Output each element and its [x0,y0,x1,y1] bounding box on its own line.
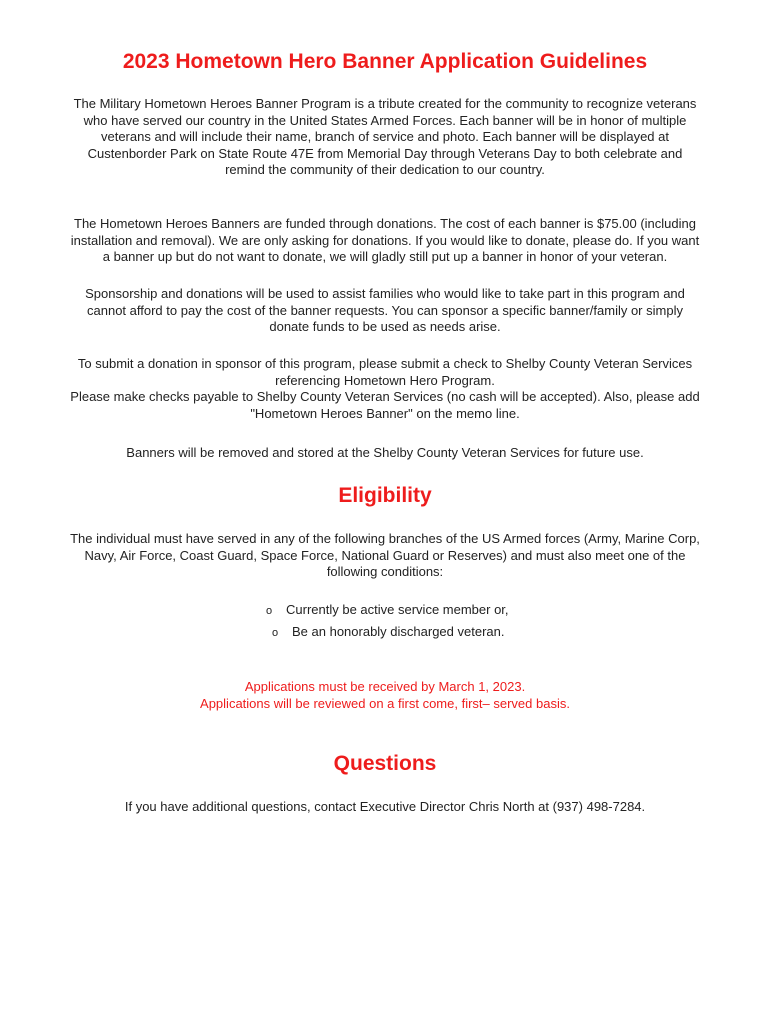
deadline-line: Applications must be received by March 1, 2023. [244,679,526,694]
funding-line: The Hometown Heroes Banners are funded through donations. The cost of each banner is $75.00 (including [74,216,696,231]
intro-line: who have served our country in the United States Armed Forces. Each banner will be in honor of multiple [83,112,687,128]
submit-line: referencing Hometown Hero Program. [275,372,495,388]
intro-line: veterans and will include their name, branch of service and photo. Each banner will be displayed at [100,129,669,144]
submit-line: "Hometown Heroes Banner" on the memo line. [250,405,520,421]
eligibility-line: following conditions: [326,564,444,579]
page-title: 2023 Hometown Hero Banner Application Guidelines [122,50,648,73]
eligibility-line: Navy, Air Force, Coast Guard, Space Force, National Guard or Reserves) and must also meet one of the [84,547,686,563]
bullet-text: Be an honorably discharged veteran. [292,624,505,639]
bullet-circle-icon: o [266,605,273,617]
deadline-line: Applications will be reviewed on a first come, first– served basis. [200,695,570,711]
storage-paragraph [0,445,770,462]
intro-paragraph [0,96,770,179]
intro-line: The Military Hometown Heroes Banner Program is a tribute created for the community to recognize veterans [73,96,697,111]
submit-line: To submit a donation in sponsor of this program, please submit a check to Shelby County Veteran Services [77,356,693,371]
intro-line: Custenborder Park on State Route 47E from Memorial Day through Veterans Day to both celebrate and [87,145,683,161]
funding-paragraph [0,216,770,266]
sponsorship-line: Sponsorship and donations will be used to assist families who would like to take part in this program and [85,286,685,301]
questions-paragraph [0,799,770,816]
sponsorship-line: donate funds to be used as needs arise. [269,319,501,334]
eligibility-paragraph [0,531,770,581]
submit-paragraph [0,356,770,422]
funding-line: a banner up but do not want to donate, we will gladly still put up a banner in honor of your veteran. [102,249,668,264]
eligibility-line: The individual must have served in any of the following branches of the US Armed forces (Army, Marine Corp, [70,531,700,546]
intro-line: remind the community of their dedication to our country. [225,162,545,177]
eligibility-heading: Eligibility [338,484,432,507]
eligibility-bullet-item [272,624,504,641]
bullet-text: Currently be active service member or, [286,602,509,617]
submit-line: Please make checks payable to Shelby County Veteran Services (no cash will be accepted). Also, please add [70,389,700,404]
sponsorship-paragraph [0,286,770,336]
funding-line: installation and removal). We are only asking for donations. If you would like to donate, please do. If you want [70,232,700,248]
questions-line: If you have additional questions, contact Executive Director Chris North at (937) 498-7284. [124,799,646,814]
eligibility-bullet-item [266,602,509,619]
deadline-notice [0,679,770,712]
sponsorship-line: cannot afford to pay the cost of the banner requests. You can sponsor a specific banner/family or simply [87,302,683,318]
questions-heading: Questions [333,752,437,775]
storage-line: Banners will be removed and stored at the Shelby County Veteran Services for future use. [126,445,644,460]
bullet-circle-icon: o [272,627,279,639]
